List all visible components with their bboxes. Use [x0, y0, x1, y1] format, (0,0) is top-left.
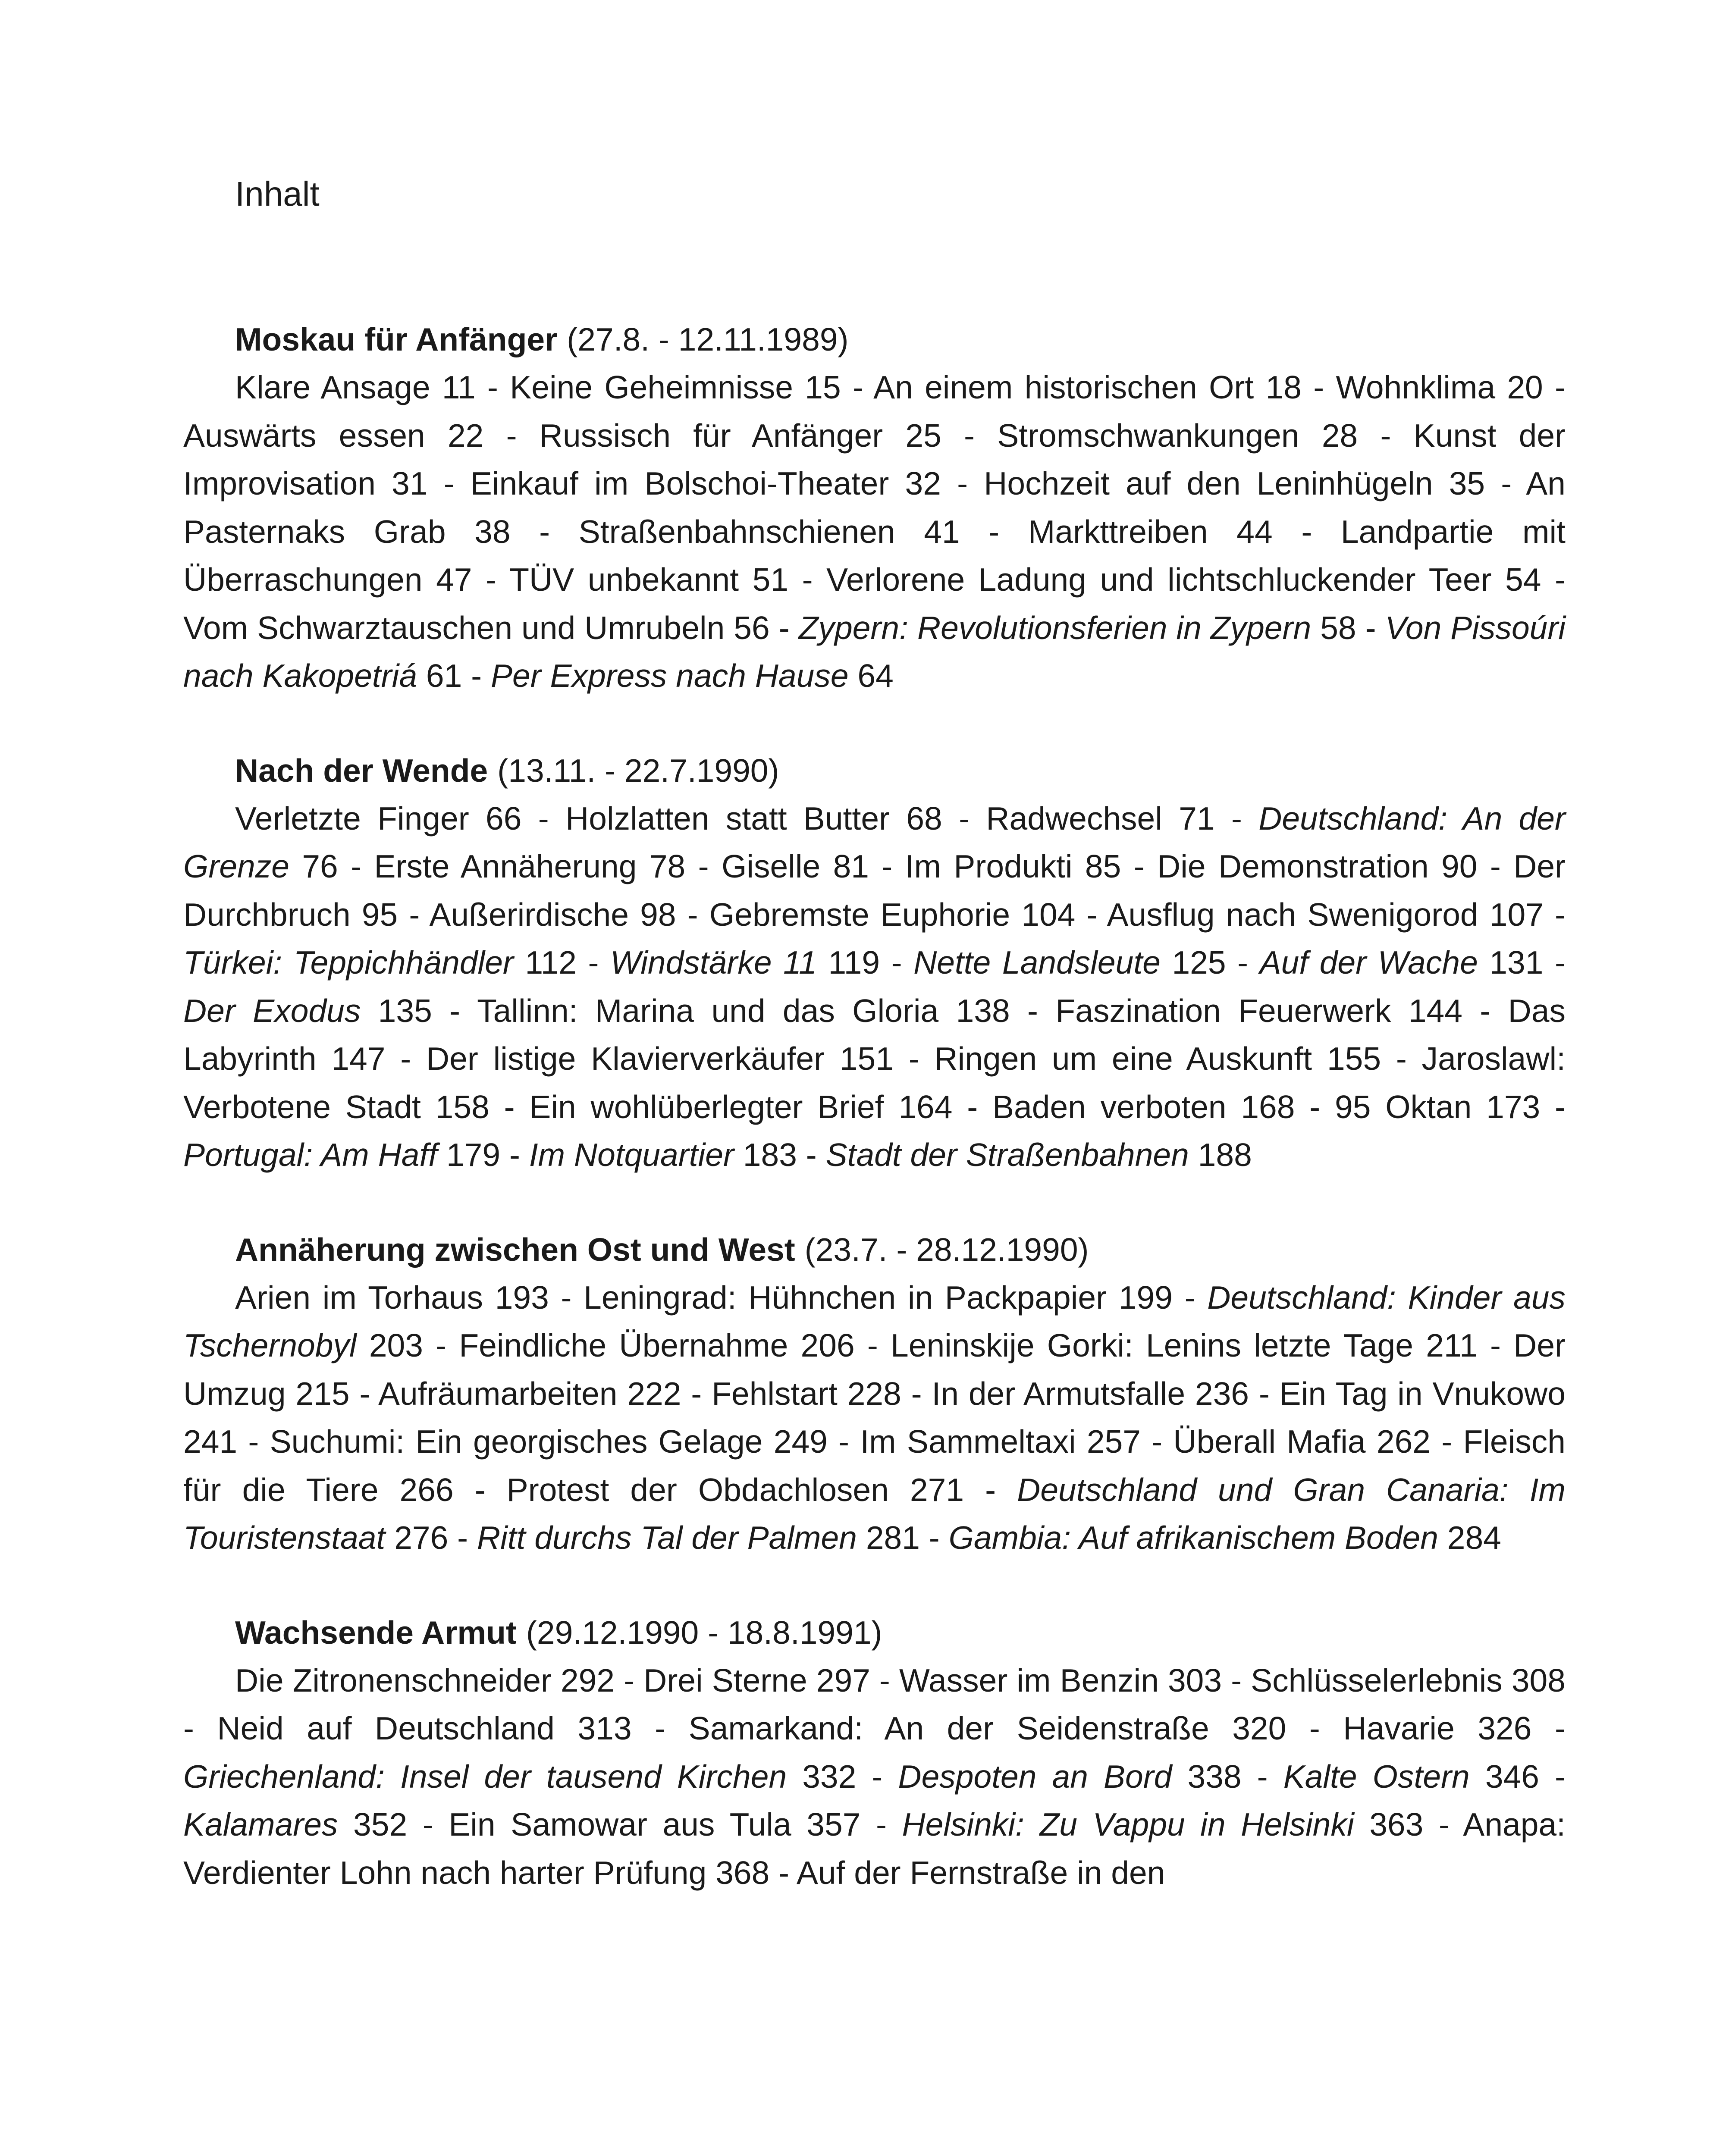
- toc-entry: [183, 1137, 500, 1173]
- toc-entry: [183, 610, 770, 646]
- toc-entry: [1336, 369, 1543, 405]
- entry-page-number: 147: [331, 1040, 386, 1077]
- entry-title: Wohnklima: [1336, 369, 1496, 405]
- entry-title: Im Notquartier: [529, 1137, 734, 1173]
- entry-page-number: 155: [1327, 1040, 1381, 1077]
- toc-entry: [913, 944, 1226, 981]
- entry-page-number: 32: [905, 465, 941, 501]
- entry-page-number: 95: [361, 896, 398, 933]
- toc-entry: [491, 658, 894, 694]
- entry-page-number: 271: [910, 1471, 964, 1508]
- entry-title: Deutschland und Gran Canaria: Im Touristenstaat: [183, 1471, 1566, 1556]
- entry-title: Schlüsselerlebnis: [1251, 1662, 1503, 1698]
- toc-entry: [1055, 993, 1462, 1029]
- entry-page-number: 249: [773, 1423, 828, 1460]
- entry-page-number: 276: [394, 1520, 449, 1556]
- entry-title: Deutschland: An der Grenze: [183, 800, 1566, 884]
- entry-page-number: 326: [1478, 1710, 1532, 1746]
- entry-title: Fleisch für die Tiere: [183, 1423, 1566, 1508]
- toc-entry: [712, 1376, 901, 1412]
- toc-entry: [529, 1137, 797, 1173]
- entry-page-number: 138: [956, 992, 1010, 1029]
- section-entries: Die Zitronenschneider 292 - Drei Sterne 297 - Wasser im Benzin 303 - Schlüsselerlebnis 308 - Neid auf Deutschland 313 - Samarkand: An der Seidenstraße 320 - Havarie 326 - Griechenland: Insel der tausend Kirchen 332 - Despoten an Bord 338 - Kalte Ostern 346 - Kalamares 352 - Ein Samowar aus Tula 357 - Helsinki: Zu Vappu in Helsinki 363 - Anapa: Verdienter Lohn nach harter Prüfung 368 - Auf der Fernstraße in den: [183, 1662, 1566, 1891]
- entry-page-number: 257: [1086, 1423, 1141, 1460]
- entry-page-number: 193: [495, 1279, 549, 1316]
- entry-title: Ritt durchs Tal der Palmen: [477, 1520, 857, 1556]
- entry-page-number: 236: [1195, 1375, 1249, 1412]
- toc-entry: [689, 1710, 1286, 1746]
- entry-title: Tallinn: Marina und das Gloria: [477, 992, 939, 1029]
- entry-title: Suchumi: Ein georgisches Gelage: [270, 1423, 763, 1460]
- entry-title: Das Labyrinth: [183, 992, 1566, 1077]
- entry-title: Türkei: Teppichhändler: [183, 944, 514, 981]
- entry-title: Verletzte Finger: [235, 800, 469, 837]
- toc-entry: [1335, 1089, 1540, 1125]
- toc-entry: [183, 417, 483, 454]
- entry-title: Gebremste Euphorie: [709, 896, 1010, 933]
- entry-page-number: 308: [1511, 1662, 1566, 1698]
- entry-title: Hochzeit auf den Leninhügeln: [984, 465, 1433, 501]
- entry-title: Feindliche Übernahme: [459, 1327, 788, 1363]
- entry-page-number: 199: [1118, 1279, 1173, 1316]
- entry-title: Überall Mafia: [1173, 1423, 1366, 1460]
- entry-page-number: 131: [1489, 944, 1544, 981]
- entry-page-number: 51: [752, 561, 789, 598]
- entry-title: An einem historischen Ort: [873, 369, 1254, 405]
- entry-title: Jaroslawl: Verbotene Stadt: [183, 1040, 1566, 1125]
- toc-entry: [873, 369, 1302, 405]
- entry-title: Ein Tag in Vnukowo: [1279, 1375, 1566, 1412]
- toc-entry: [529, 1089, 952, 1125]
- entry-page-number: 90: [1441, 848, 1478, 884]
- entry-page-number: 206: [800, 1327, 855, 1363]
- toc-entry: [1173, 1423, 1431, 1460]
- entry-title: An Pasternaks Grab: [183, 465, 1566, 550]
- toc-entry: [1157, 848, 1477, 884]
- entry-title: Nette Landsleute: [913, 944, 1161, 981]
- entry-page-number: 164: [898, 1088, 953, 1125]
- entry-page-number: 144: [1408, 992, 1462, 1029]
- entry-title: Griechenland: Insel der tausend Kirchen: [183, 1758, 787, 1795]
- entry-page-number: 64: [857, 658, 894, 694]
- entry-page-number: 266: [399, 1471, 454, 1508]
- toc-entry: [984, 465, 1485, 501]
- entry-title: Kunst der Improvisation: [183, 417, 1566, 501]
- entry-page-number: 107: [1489, 896, 1544, 933]
- entry-title: Holzlatten statt Butter: [565, 800, 890, 837]
- entry-page-number: 151: [839, 1040, 894, 1077]
- entry-page-number: 228: [847, 1375, 901, 1412]
- entry-page-number: 297: [816, 1662, 870, 1698]
- entry-title: In der Armutsfalle: [932, 1375, 1186, 1412]
- toc-entry: [826, 561, 1541, 598]
- section-heading: [183, 1226, 1566, 1274]
- entry-page-number: 76: [302, 848, 338, 884]
- entry-page-number: 183: [743, 1137, 797, 1173]
- entry-page-number: 35: [1449, 465, 1485, 501]
- entry-page-number: 22: [447, 417, 484, 454]
- entry-page-number: 61: [426, 658, 462, 694]
- entry-page-number: 18: [1265, 369, 1302, 405]
- entry-page-number: 56: [734, 609, 770, 646]
- entry-title: Ein wohlüberlegter Brief: [529, 1088, 884, 1125]
- entry-title: Von Pissoúri nach Kakopetriá: [183, 609, 1566, 694]
- section-date-range: (23.7. - 28.12.1990): [804, 1231, 1089, 1268]
- entry-page-number: 47: [436, 561, 472, 598]
- toc-entry: [510, 369, 841, 405]
- toc-entry: [1283, 1758, 1539, 1795]
- toc-entry: [235, 1662, 615, 1698]
- entry-title: Leningrad: Hühnchen in Packpapier: [584, 1279, 1107, 1316]
- entry-page-number: 44: [1236, 513, 1273, 550]
- entry-page-number: 179: [446, 1137, 501, 1173]
- toc-section: [183, 1609, 1566, 1897]
- entry-title: Havarie: [1343, 1710, 1455, 1746]
- toc-entry: [905, 848, 1121, 884]
- entry-title: Despoten an Bord: [898, 1758, 1172, 1795]
- toc-entry: [235, 1279, 549, 1316]
- entry-page-number: 284: [1447, 1520, 1501, 1556]
- entry-title: Der Exodus: [183, 992, 361, 1029]
- entry-page-number: 78: [649, 848, 686, 884]
- section-date-range: (27.8. - 12.11.1989): [567, 321, 849, 357]
- entry-page-number: 66: [486, 800, 522, 837]
- entry-title: Auf der Fernstraße in den: [796, 1854, 1165, 1891]
- entry-title: Portugal: Am Haff: [183, 1137, 438, 1173]
- toc-entry: [235, 369, 476, 405]
- entry-title: Landpartie mit Überraschungen: [183, 513, 1566, 598]
- entry-page-number: 98: [640, 896, 676, 933]
- entry-page-number: 363: [1369, 1806, 1424, 1843]
- entry-page-number: 203: [369, 1327, 423, 1363]
- entry-page-number: 368: [715, 1854, 770, 1891]
- entry-title: Der Umzug: [183, 1327, 1566, 1412]
- toc-entry: [183, 944, 577, 981]
- toc-entry: [899, 1662, 1222, 1698]
- toc-entry: [1260, 944, 1544, 981]
- toc-entry: [565, 800, 942, 837]
- entry-title: Drei Sterne: [643, 1662, 807, 1698]
- entry-page-number: 346: [1485, 1758, 1539, 1795]
- toc-entry: [540, 417, 941, 454]
- entry-title: Ein Samowar aus Tula: [449, 1806, 791, 1843]
- section-title: Wachsende Armut: [235, 1614, 517, 1651]
- entry-title: Die Demonstration: [1157, 848, 1429, 884]
- entry-title: Verlorene Ladung und lichtschluckender Teer: [826, 561, 1492, 598]
- entry-title: Kalamares: [183, 1806, 338, 1843]
- entry-page-number: 188: [1198, 1137, 1252, 1173]
- entry-page-number: 135: [378, 992, 432, 1029]
- toc-entry: [217, 1710, 632, 1746]
- toc-entry: [826, 1137, 1252, 1173]
- entry-title: Einkauf im Bolschoi-Theater: [470, 465, 889, 501]
- entry-title: Außerirdische: [429, 896, 629, 933]
- entry-page-number: 320: [1232, 1710, 1286, 1746]
- entry-title: Wasser im Benzin: [899, 1662, 1159, 1698]
- toc-entry: [610, 944, 880, 981]
- entry-page-number: 54: [1505, 561, 1541, 598]
- toc-entry: [507, 1472, 964, 1508]
- entry-title: Klare Ansage: [235, 369, 430, 405]
- toc-entry: [898, 1758, 1241, 1795]
- section-title: Annäherung zwischen Ost und West: [235, 1231, 795, 1268]
- entry-page-number: 81: [833, 848, 869, 884]
- toc-entry: [934, 1040, 1381, 1077]
- table-of-contents: [183, 316, 1566, 1943]
- entry-title: Gambia: Auf afrikanischem Boden: [948, 1520, 1438, 1556]
- section-date-range: (29.12.1990 - 18.8.1991): [526, 1614, 882, 1651]
- entry-title: Baden verboten: [992, 1088, 1227, 1125]
- entry-page-number: 158: [435, 1088, 489, 1125]
- entry-page-number: 313: [577, 1710, 632, 1746]
- entry-page-number: 338: [1187, 1758, 1242, 1795]
- toc-entry: [270, 1423, 828, 1460]
- toc-entry: [949, 1520, 1501, 1556]
- entry-title: Neid auf Deutschland: [217, 1710, 555, 1746]
- entry-page-number: 20: [1507, 369, 1543, 405]
- entry-page-number: 222: [627, 1375, 681, 1412]
- entry-title: 95 Oktan: [1335, 1088, 1472, 1125]
- toc-entry: [1107, 896, 1543, 933]
- toc-entry: [183, 993, 432, 1029]
- entry-title: Russisch für Anfänger: [539, 417, 883, 454]
- section-entries: Arien im Torhaus 193 - Leningrad: Hühnchen in Packpapier 199 - Deutschland: Kinder aus Tschernobyl 203 - Feindliche Übernahme 206 - Leninskije Gorki: Lenins letzte Tage 211 - Der Umzug 215 - Aufräumarbeiten 222 - Fehlstart 228 - In der Armutsfalle 236 - Ein Tag in Vnukowo 241 - Suchumi: Ein georgisches Gelage 249 - Im Sammeltaxi 257 - Überall Mafia 262 - Fleisch für die Tiere 266 - Protest der Obdachlosen 271 - Deutschland und Gran Canaria: Im Touristenstaat 276 - Ritt durchs Tal der Palmen 281 - Gambia: Auf afrikanischem Boden 284: [183, 1279, 1566, 1556]
- entry-title: Faszination Feuerwerk: [1055, 992, 1391, 1029]
- entry-page-number: 71: [1179, 800, 1215, 837]
- toc-entry: [902, 1806, 1424, 1843]
- section-entries: Verletzte Finger 66 - Holzlatten statt Butter 68 - Radwechsel 71 - Deutschland: An der Grenze 76 - Erste Annäherung 78 - Giselle 81 - Im Produkti 85 - Die Demonstration 90 - Der Durchbruch 95 - Außerirdische 98 - Gebremste Euphorie 104 - Ausflug nach Swenigorod 107 - Türkei: Teppichhändler 112 - Windstärke 11 119 - Nette Landsleute 125 - Auf der Wache 131 - Der Exodus 135 - Tallinn: Marina und das Gloria 138 - Faszination Feuerwerk 144 - Das Labyrinth 147 - Der listige Klavierverkäufer 151 - Ringen um eine Auskunft 155 - Jaroslawl: Verbotene Stadt 158 - Ein wohlüberlegter Brief 164 - Baden verboten 168 - 95 Oktan 173 - Portugal: Am Haff 179 - Im Notquartier 183 - Stadt der Straßenbahnen 188: [183, 800, 1566, 1173]
- entry-title: Zypern: Revolutionsferien in Zypern: [798, 609, 1312, 646]
- entry-page-number: 332: [802, 1758, 857, 1795]
- toc-entry: [891, 1327, 1478, 1363]
- toc-section: [183, 316, 1566, 700]
- entry-title: Aufräumarbeiten: [378, 1375, 618, 1412]
- entry-title: Die Zitronenschneider: [235, 1662, 552, 1698]
- toc-entry: [1028, 514, 1273, 550]
- toc-entry: [183, 1806, 407, 1843]
- entry-title: Leninskije Gorki: Lenins letzte Tage: [891, 1327, 1413, 1363]
- entry-page-number: 11: [442, 369, 476, 405]
- entry-title: Der listige Klavierverkäufer: [426, 1040, 825, 1077]
- entry-title: Keine Geheimnisse: [510, 369, 794, 405]
- entry-title: Anapa: Verdienter Lohn nach harter Prüfung: [183, 1806, 1566, 1891]
- entry-title: Im Produkti: [905, 848, 1073, 884]
- toc-entry: [643, 1662, 870, 1698]
- entry-page-number: 173: [1486, 1088, 1541, 1125]
- toc-entry: [426, 1040, 894, 1077]
- entry-title: Im Sammeltaxi: [860, 1423, 1076, 1460]
- entry-page-number: 58: [1320, 609, 1356, 646]
- entry-title: Fehlstart: [712, 1375, 838, 1412]
- entry-title: Protest der Obdachlosen: [506, 1471, 889, 1508]
- toc-entry: [584, 1279, 1173, 1316]
- entry-page-number: 38: [474, 513, 511, 550]
- toc-entry: [986, 800, 1214, 837]
- toc-entry: [932, 1376, 1249, 1412]
- entry-title: Ringen um eine Auskunft: [934, 1040, 1312, 1077]
- entry-page-number: 68: [906, 800, 942, 837]
- entry-page-number: 211: [1426, 1327, 1478, 1363]
- entry-page-number: 303: [1167, 1662, 1222, 1698]
- entry-title: Stromschwankungen: [997, 417, 1299, 454]
- toc-entry: [459, 1327, 854, 1363]
- toc-entry: [509, 561, 788, 598]
- entry-title: Straßenbahnschienen: [578, 513, 895, 550]
- toc-entry: [235, 800, 521, 837]
- entry-page-number: 281: [866, 1520, 920, 1556]
- toc-section: [183, 1226, 1566, 1562]
- toc-entry: [471, 465, 941, 501]
- entry-title: Arien im Torhaus: [235, 1279, 483, 1316]
- entry-page-number: 25: [905, 417, 941, 454]
- entry-page-number: 112: [525, 944, 577, 981]
- toc-entry: [449, 1806, 860, 1843]
- toc-entry: [797, 1855, 1165, 1891]
- entry-page-number: 352: [353, 1806, 408, 1843]
- entry-title: TÜV unbekannt: [509, 561, 739, 598]
- toc-entry: [477, 993, 1010, 1029]
- entry-title: Radwechsel: [986, 800, 1162, 837]
- section-date-range: (13.11. - 22.7.1990): [497, 752, 779, 789]
- entry-page-number: 262: [1376, 1423, 1431, 1460]
- entry-title: Giselle: [721, 848, 821, 884]
- entry-page-number: 168: [1241, 1088, 1295, 1125]
- entry-title: Ausflug nach Swenigorod: [1107, 896, 1478, 933]
- entry-page-number: 241: [183, 1423, 238, 1460]
- toc-entry: [183, 1758, 856, 1795]
- entry-title: Deutschland: Kinder aus Tschernobyl: [183, 1279, 1566, 1363]
- toc-section: [183, 747, 1566, 1179]
- entry-title: Stadt der Straßenbahnen: [825, 1137, 1189, 1173]
- entry-page-number: 31: [392, 465, 428, 501]
- entry-title: Auswärts essen: [183, 417, 425, 454]
- entry-page-number: 15: [805, 369, 841, 405]
- section-heading: [183, 316, 1566, 364]
- section-heading: [183, 747, 1566, 795]
- entry-page-number: 85: [1085, 848, 1121, 884]
- entry-page-number: 292: [560, 1662, 615, 1698]
- entry-page-number: 357: [806, 1806, 861, 1843]
- toc-entry: [722, 848, 869, 884]
- entry-title: Der Durchbruch: [183, 848, 1566, 933]
- toc-entry: [1251, 1662, 1566, 1698]
- entry-title: Per Express nach Hause: [490, 658, 849, 694]
- entry-page-number: 215: [295, 1375, 350, 1412]
- entry-title: Markttreiben: [1028, 513, 1208, 550]
- toc-entry: [579, 514, 960, 550]
- entry-page-number: 119: [828, 944, 880, 981]
- section-heading: [183, 1609, 1566, 1657]
- toc-entry: [378, 1376, 681, 1412]
- toc-entry: [477, 1520, 920, 1556]
- section-entries: Klare Ansage 11 - Keine Geheimnisse 15 - An einem historischen Ort 18 - Wohnklima 20 - Auswärts essen 22 - Russisch für Anfänger 25 - Stromschwankungen 28 - Kunst der Improvisation 31 - Einkauf im Bolschoi-Theater 32 - Hochzeit auf den Leninhügeln 35 - An Pasternaks Grab 38 - Straßenbahnschienen 41 - Markttreiben 44 - Landpartie mit Überraschungen 47 - TÜV unbekannt 51 - Verlorene Ladung und lichtschluckender Teer 54 - Vom Schwarztauschen und Umrubeln 56 - Zypern: Revolutionsferien in Zypern 58 - Von Pissoúri nach Kakopetriá 61 - Per Express nach Hause 64: [183, 369, 1566, 694]
- entry-page-number: 41: [924, 513, 960, 550]
- section-title: Moskau für Anfänger: [235, 321, 558, 357]
- section-title: Nach der Wende: [235, 752, 488, 789]
- entry-title: Auf der Wache: [1259, 944, 1478, 981]
- entry-title: Kalte Ostern: [1283, 1758, 1470, 1795]
- toc-entry: [1343, 1710, 1531, 1746]
- entry-title: Erste Annäherung: [374, 848, 637, 884]
- entry-title: Vom Schwarztauschen und Umrubeln: [183, 609, 725, 646]
- toc-entry: [709, 896, 1076, 933]
- toc-entry: [799, 610, 1356, 646]
- toc-entry: [992, 1089, 1295, 1125]
- entry-page-number: 125: [1172, 944, 1226, 981]
- toc-entry: [374, 848, 685, 884]
- toc-entry: [860, 1423, 1141, 1460]
- entry-title: Helsinki: Zu Vappu in Helsinki: [902, 1806, 1354, 1843]
- entry-title: Samarkand: An der Seidenstraße: [688, 1710, 1209, 1746]
- entry-title: Windstärke 11: [610, 944, 817, 981]
- toc-entry: [997, 417, 1358, 454]
- entry-page-number: 104: [1021, 896, 1076, 933]
- page-title: Inhalt: [235, 175, 320, 213]
- toc-entry: [429, 896, 676, 933]
- entry-page-number: 28: [1321, 417, 1358, 454]
